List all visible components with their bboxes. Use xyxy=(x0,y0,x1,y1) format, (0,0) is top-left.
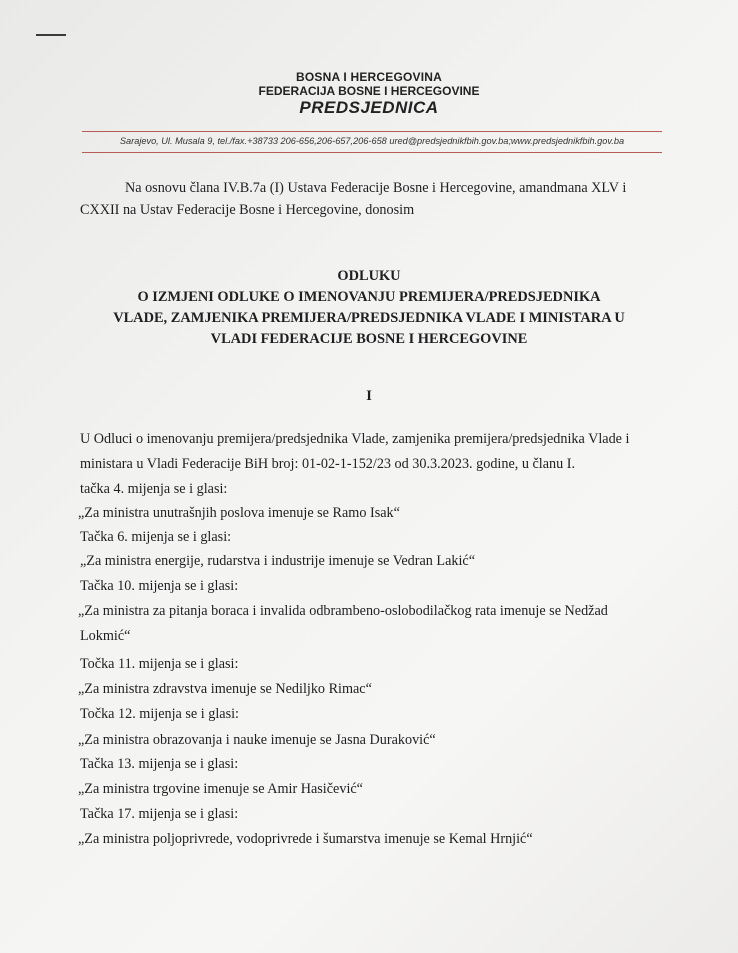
letterhead-rule-bottom xyxy=(82,152,662,153)
body-line: „Za ministra zdravstva imenuje se Nediljko Rimac“ xyxy=(78,681,372,697)
section-number: I xyxy=(366,388,372,404)
letterhead-federation: FEDERACIJA BOSNE I HERCEGOVINE xyxy=(258,84,480,98)
body-line: tačka 4. mijenja se i glasi: xyxy=(80,481,228,497)
body-line: Tačka 10. mijenja se i glasi: xyxy=(80,578,239,594)
preamble-line-2: CXXII na Ustav Federacije Bosne i Hercegovine, donosim xyxy=(80,202,415,218)
letterhead-country: BOSNA I HERCEGOVINA xyxy=(295,70,443,84)
body-line: „Za ministra za pitanja boraca i invalida odbrambeno-oslobodilačkog rata imenuje se Nedžad xyxy=(78,603,608,619)
letterhead-address: Sarajevo, Ul. Musala 9, tel./fax.+38733 206-656,206-657,206-658 ured@predsjednikfbih.gov.ba;www.predsjednikfbih.gov.ba xyxy=(119,136,625,146)
body-line: Tačka 6. mijenja se i glasi: xyxy=(80,529,232,545)
title-line-3: VLADE, ZAMJENIKA PREMIJERA/PREDSJEDNIKA VLADE I MINISTARA U xyxy=(113,310,625,326)
letterhead-office: PREDSJEDNICA xyxy=(299,98,439,117)
body-line: Točka 11. mijenja se i glasi: xyxy=(80,656,239,672)
corner-mark xyxy=(36,34,66,36)
title-line-1: ODLUKU xyxy=(337,268,401,284)
body-line: „Za ministra trgovine imenuje se Amir Hasičević“ xyxy=(78,781,363,797)
title-line-2: O IZMJENI ODLUKE O IMENOVANJU PREMIJERA/PREDSJEDNIKA xyxy=(137,289,601,305)
body-line: „Za ministra energije, rudarstva i industrije imenuje se Vedran Lakić“ xyxy=(80,553,476,569)
letterhead-rule-top xyxy=(82,131,662,132)
title-line-4: VLADI FEDERACIJE BOSNE I HERCEGOVINE xyxy=(210,331,528,347)
body-line: „Za ministra obrazovanja i nauke imenuje se Jasna Duraković“ xyxy=(78,732,436,748)
body-line: „Za ministra poljoprivrede, vodoprivrede i šumarstva imenuje se Kemal Hrnjić“ xyxy=(78,831,533,847)
body-line: Lokmić“ xyxy=(80,628,131,644)
body-line: ministara u Vladi Federacije BiH broj: 01-02-1-152/23 od 30.3.2023. godine, u članu I. xyxy=(80,456,576,472)
preamble-line-1: Na osnovu člana IV.B.7a (I) Ustava Federacije Bosne i Hercegovine, amandmana XLV i xyxy=(125,180,627,196)
body-line: Tačka 13. mijenja se i glasi: xyxy=(80,756,239,772)
body-line: U Odluci o imenovanju premijera/predsjednika Vlade, zamjenika premijera/predsjednika Vlade i xyxy=(80,431,630,447)
body-line: Tačka 17. mijenja se i glasi: xyxy=(80,806,239,822)
body-line: Točka 12. mijenja se i glasi: xyxy=(80,706,239,722)
body-line: „Za ministra unutrašnjih poslova imenuje se Ramo Isak“ xyxy=(78,505,400,521)
